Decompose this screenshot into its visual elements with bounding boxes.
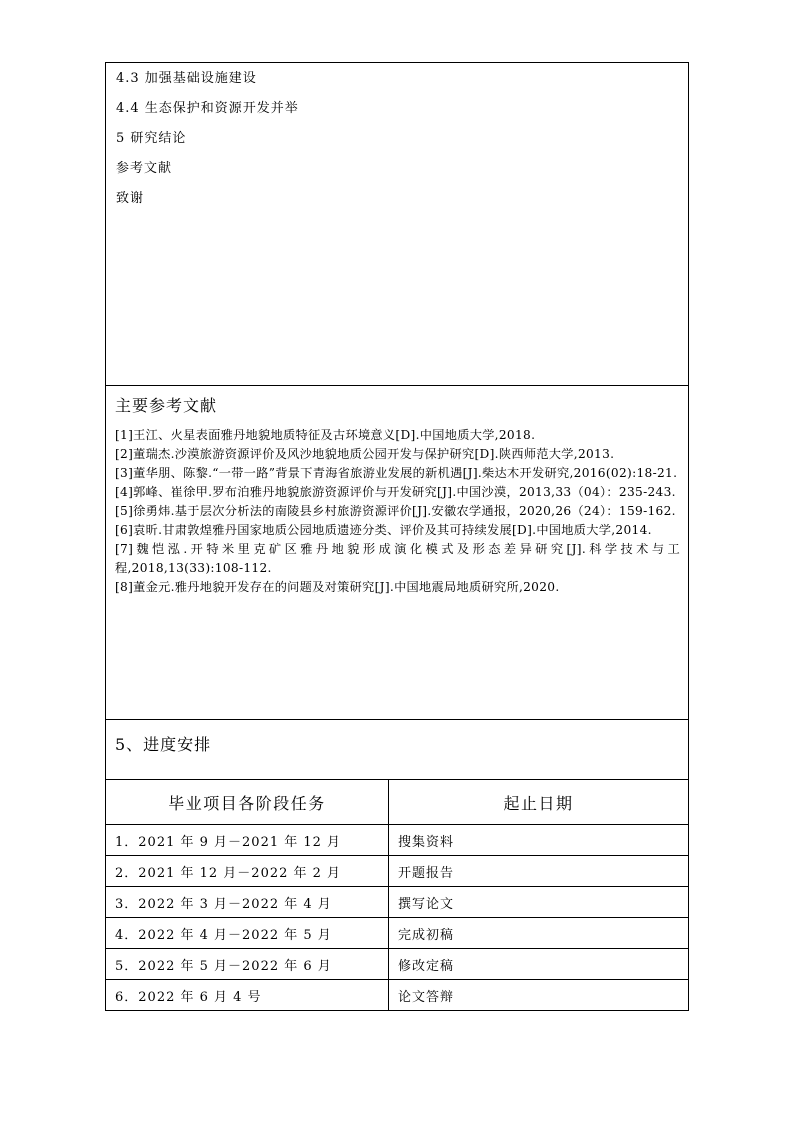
table-row xyxy=(106,887,688,918)
references-section xyxy=(106,386,688,720)
table-header-row xyxy=(106,780,688,825)
table-row xyxy=(106,825,688,856)
row-task: 撰写论文 xyxy=(389,887,689,918)
outline-section xyxy=(106,63,688,386)
row-task: 修改定稿 xyxy=(389,949,689,980)
row-task: 论文答辩 xyxy=(389,980,689,1011)
row-period: 2．2021 年 12 月－2022 年 2 月 xyxy=(106,856,389,887)
reference-item: [3]董华朋、陈黎.“一带一路”背景下青海省旅游业发展的新机遇[J].柴达木开发研究,2016(02):18-21. xyxy=(115,466,678,480)
proposal-form xyxy=(105,62,689,1011)
row-period: 5．2022 年 5 月－2022 年 6 月 xyxy=(106,949,389,980)
schedule-section xyxy=(106,720,688,1010)
row-task: 开题报告 xyxy=(389,856,689,887)
reference-item: [4]郭峰、崔徐甲.罗布泊雅丹地貌旅游资源评价与开发研究[J].中国沙漠，2013,33（04）：235-243. xyxy=(115,485,676,499)
column-header-date: 起止日期 xyxy=(389,780,689,825)
table-row xyxy=(106,980,688,1011)
reference-item: [7]魏恺泓.开特米里克矿区雅丹地貌形成演化模式及形态差异研究[J].科学技术与工程,2018,13(33):108-112. xyxy=(115,542,680,575)
outline-line: 4.4 生态保护和资源开发并举 xyxy=(116,101,299,116)
column-header-task: 毕业项目各阶段任务 xyxy=(106,780,389,825)
row-task: 完成初稿 xyxy=(389,918,689,949)
row-task: 搜集资料 xyxy=(389,825,689,856)
schedule-table xyxy=(106,779,688,1010)
outline-line: 致谢 xyxy=(116,191,145,206)
references-title: 主要参考文献 xyxy=(115,396,218,415)
outline-line: 参考文献 xyxy=(116,161,173,176)
table-row xyxy=(106,856,688,887)
table-row xyxy=(106,918,688,949)
row-period: 1．2021 年 9 月－2021 年 12 月 xyxy=(106,825,389,856)
row-period: 3．2022 年 3 月－2022 年 4 月 xyxy=(106,887,389,918)
table-row xyxy=(106,949,688,980)
schedule-title: 5、进度安排 xyxy=(115,735,212,754)
outline-line: 5 研究结论 xyxy=(116,131,187,146)
reference-item: [2]董瑞杰.沙漠旅游资源评价及风沙地貌地质公园开发与保护研究[D].陕西师范大学,2013. xyxy=(115,447,615,461)
row-period: 4．2022 年 4 月－2022 年 5 月 xyxy=(106,918,389,949)
reference-item: [8]董金元.雅丹地貌开发存在的问题及对策研究[J].中国地震局地质研究所,2020. xyxy=(115,580,560,594)
outline-line: 4.3 加强基础设施建设 xyxy=(116,71,257,86)
reference-item: [5]徐勇炜.基于层次分析法的南陵县乡村旅游资源评价[J].安徽农学通报，2020,26（24）：159-162. xyxy=(115,504,676,518)
reference-item: [1]王江、火星表面雅丹地貌地质特征及古环境意义[D].中国地质大学,2018. xyxy=(115,428,536,442)
row-period: 6．2022 年 6 月 4 号 xyxy=(106,980,389,1011)
reference-item: [6]袁昕.甘肃敦煌雅丹国家地质公园地质遗迹分类、评价及其可持续发展[D].中国地质大学,2014. xyxy=(115,523,652,537)
